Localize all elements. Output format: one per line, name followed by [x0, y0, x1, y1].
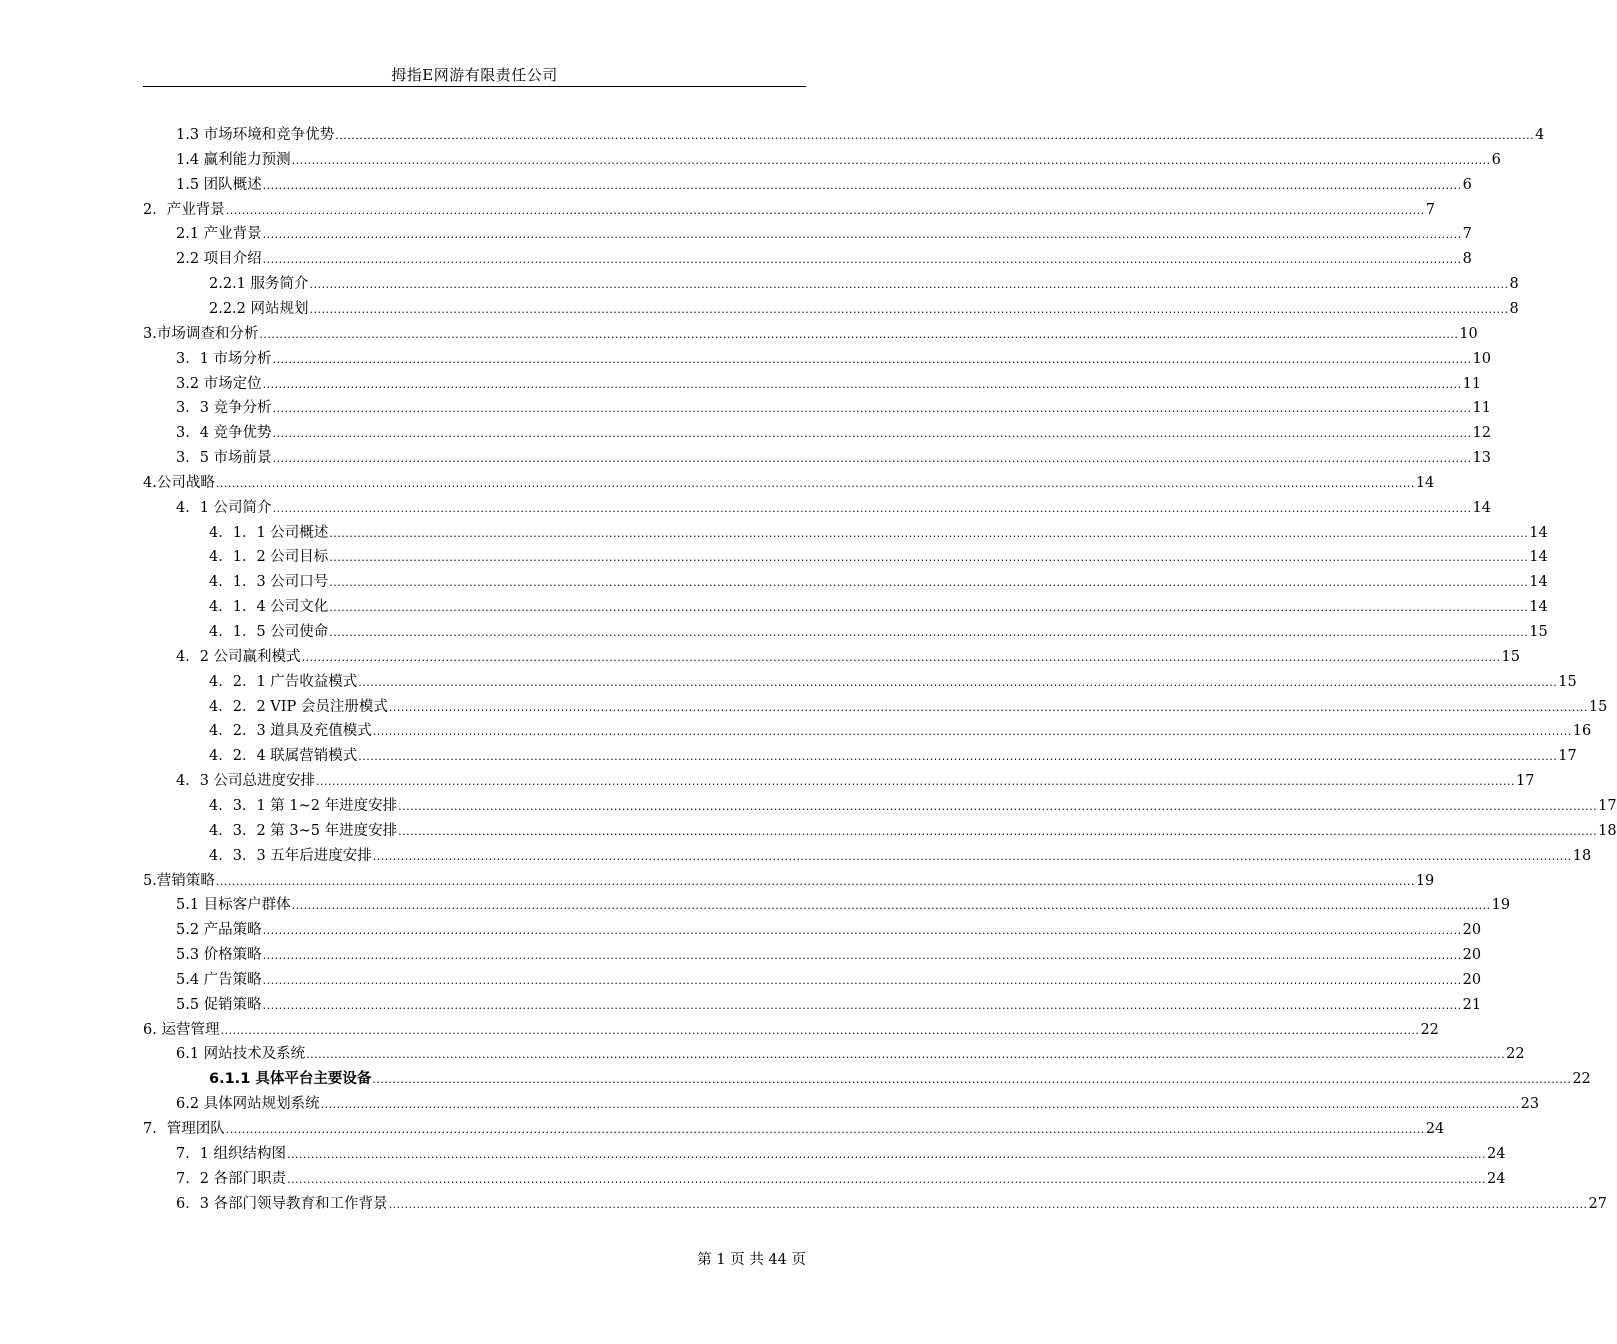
toc-entry[interactable] [143, 1020, 1439, 1040]
toc-entry[interactable] [176, 423, 1491, 443]
toc-entry[interactable] [209, 672, 1577, 692]
toc-entry-page-number: 10 [1472, 350, 1491, 367]
toc-entry-title: 4．2．1 广告收益模式 [209, 673, 358, 690]
toc-entry[interactable] [176, 1144, 1506, 1164]
toc-entry[interactable] [143, 871, 1435, 891]
toc-leader-dots: ............................................................................................................................................................................................................................................................................................................ [272, 402, 1472, 416]
toc-leader-dots: ............................................................................................................................................................................................................................................................................................................ [220, 1023, 1420, 1037]
toc-leader-dots: ............................................................................................................................................................................................................................................................................................................ [291, 899, 1491, 913]
toc-entry[interactable] [176, 150, 1501, 170]
toc-leader-dots: ............................................................................................................................................................................................................................................................................................................ [262, 178, 1462, 192]
toc-entry[interactable] [176, 647, 1520, 667]
toc-entry[interactable] [209, 622, 1548, 642]
toc-entry[interactable] [143, 200, 1435, 220]
toc-leader-dots: ............................................................................................................................................................................................................................................................................................................ [309, 302, 1509, 316]
toc-entry[interactable] [176, 125, 1545, 145]
toc-entry[interactable] [176, 398, 1491, 418]
toc-entry[interactable] [209, 796, 1617, 816]
toc-entry-page-number: 12 [1472, 425, 1491, 442]
toc-leader-dots: ............................................................................................................................................................................................................................................................................................................ [335, 129, 1535, 142]
toc-entry-title: 7．管理团队 [143, 1121, 225, 1137]
toc-entry-title: 4．3．2 第 3~5 年进度安排 [209, 822, 398, 839]
toc-leader-dots: ............................................................................................................................................................................................................................................................................................................ [272, 501, 1472, 515]
toc-entry[interactable] [209, 821, 1617, 841]
toc-entry-page-number: 24 [1487, 1170, 1506, 1187]
toc-leader-dots: ............................................................................................................................................................................................................................................................................................................ [329, 626, 1529, 639]
toc-entry-title: 5.2 产品策略 [176, 922, 262, 939]
toc-leader-dots: ............................................................................................................................................................................................................................................................................................................ [358, 675, 1558, 689]
toc-leader-dots: ............................................................................................................................................................................................................................................................................................................ [262, 924, 1462, 938]
toc-entry-page-number: 10 [1459, 325, 1478, 342]
toc-entry-title: 3．4 竞争优势 [176, 425, 272, 442]
toc-entry[interactable] [176, 920, 1482, 940]
toc-entry-title: 2.2.1 服务简介 [209, 276, 309, 293]
toc-entry-title: 6. 运营管理 [143, 1021, 220, 1038]
toc-leader-dots: ............................................................................................................................................................................................................................................................................................................ [262, 253, 1462, 267]
toc-entry[interactable] [209, 274, 1519, 294]
toc-entry-title: 6.2 具体网站规划系统 [176, 1096, 320, 1113]
toc-entry-title: 3.市场调查和分析 [143, 325, 259, 342]
toc-entry[interactable] [209, 721, 1592, 741]
toc-entry-page-number: 18 [1598, 822, 1617, 839]
toc-entry[interactable] [176, 995, 1482, 1015]
page-header-title: 拇指E网游有限责任公司 [391, 66, 558, 84]
toc-entry-page-number: 4 [1535, 127, 1545, 143]
toc-entry-page-number: 20 [1462, 971, 1482, 988]
toc-leader-dots: ............................................................................................................................................................................................................................................................................................................ [291, 153, 1491, 167]
toc-entry-title: 4．3 公司总进度安排 [176, 773, 316, 790]
toc-entry[interactable] [209, 746, 1577, 766]
toc-entry[interactable] [209, 1069, 1591, 1089]
toc-entry-page-number: 14 [1472, 499, 1491, 516]
toc-entry-page-number: 17 [1516, 773, 1535, 790]
toc-entry-title: 1.3 市场环境和竞争优势 [176, 127, 335, 143]
toc-entry[interactable] [176, 771, 1535, 791]
toc-entry-title: 2．产业背景 [143, 201, 225, 218]
toc-entry-page-number: 19 [1491, 897, 1511, 914]
toc-leader-dots: ............................................................................................................................................................................................................................................................................................................ [272, 352, 1472, 366]
toc-entry-title: 4．2．2 VIP 会员注册模式 [209, 698, 388, 715]
toc-leader-dots: ............................................................................................................................................................................................................................................................................................................ [306, 1048, 1506, 1062]
toc-entry-title: 7．2 各部门职责 [176, 1170, 287, 1187]
toc-entry-page-number: 14 [1529, 549, 1548, 566]
toc-entry-page-number: 16 [1572, 723, 1592, 740]
toc-entry-title: 6．3 各部门领导教育和工作背景 [176, 1195, 388, 1212]
toc-entry-title: 5.1 目标客户群体 [176, 897, 291, 914]
toc-entry-title: 3．3 竞争分析 [176, 400, 272, 417]
toc-entry-title: 4.公司战略 [143, 474, 215, 491]
toc-entry-page-number: 24 [1487, 1145, 1506, 1162]
toc-entry-title: 1.4 赢利能力预测 [176, 151, 291, 168]
toc-entry-page-number: 15 [1529, 624, 1548, 640]
toc-entry-page-number: 8 [1509, 276, 1519, 293]
header-divider [143, 86, 806, 87]
toc-entry[interactable] [143, 473, 1435, 493]
toc-leader-dots: ............................................................................................................................................................................................................................................................................................................ [262, 377, 1462, 391]
toc-entry-page-number: 14 [1529, 524, 1548, 541]
toc-entry-page-number: 18 [1572, 847, 1592, 864]
toc-entry-title: 2.1 产业背景 [176, 226, 262, 243]
toc-entry-title: 3.2 市场定位 [176, 375, 262, 392]
toc-entry[interactable] [176, 945, 1482, 965]
toc-leader-dots: ............................................................................................................................................................................................................................................................................................................ [329, 576, 1529, 590]
toc-entry[interactable] [176, 224, 1472, 244]
toc-entry[interactable] [176, 374, 1482, 394]
toc-leader-dots: ............................................................................................................................................................................................................................................................................................................ [215, 476, 1415, 490]
toc-entry-page-number: 8 [1462, 251, 1472, 268]
toc-entry[interactable] [209, 846, 1592, 866]
toc-leader-dots: ............................................................................................................................................................................................................................................................................................................ [225, 1123, 1425, 1136]
toc-entry-title: 7．1 组织结构图 [176, 1145, 287, 1162]
toc-leader-dots: ............................................................................................................................................................................................................................................................................................................ [398, 799, 1598, 813]
toc-entry-title: 2.2 项目介绍 [176, 251, 262, 268]
toc-entry-title: 6.1.1 具体平台主要设备 [209, 1071, 372, 1088]
toc-entry-page-number: 24 [1425, 1121, 1445, 1137]
toc-entry[interactable] [209, 547, 1548, 567]
toc-leader-dots: ............................................................................................................................................................................................................................................................................................................ [215, 874, 1415, 888]
toc-entry-page-number: 11 [1462, 375, 1482, 392]
toc-leader-dots: ............................................................................................................................................................................................................................................................................................................ [388, 1197, 1588, 1211]
toc-entry-page-number: 22 [1420, 1021, 1439, 1038]
toc-leader-dots: ............................................................................................................................................................................................................................................................................................................ [262, 973, 1462, 987]
toc-entry-page-number: 15 [1588, 698, 1608, 715]
toc-entry-page-number: 22 [1506, 1046, 1525, 1063]
toc-entry-title: 5.3 价格策略 [176, 947, 262, 964]
toc-entry-page-number: 22 [1572, 1071, 1591, 1088]
toc-entry-title: 6.1 网站技术及系统 [176, 1046, 306, 1063]
toc-entry[interactable] [209, 299, 1519, 319]
toc-leader-dots: ............................................................................................................................................................................................................................................................................................................ [262, 949, 1462, 963]
toc-entry-title: 4．1 公司简介 [176, 499, 272, 516]
toc-entry[interactable] [143, 1119, 1445, 1139]
toc-entry-page-number: 23 [1520, 1096, 1540, 1113]
toc-entry-page-number: 17 [1598, 797, 1617, 814]
toc-entry-page-number: 8 [1509, 300, 1519, 317]
toc-entry-title: 4．2．4 联属营销模式 [209, 748, 358, 765]
toc-leader-dots: ............................................................................................................................................................................................................................................................................................................ [259, 327, 1459, 341]
toc-entry-page-number: 7 [1462, 226, 1472, 243]
toc-leader-dots: ............................................................................................................................................................................................................................................................................................................ [301, 650, 1501, 664]
toc-entry-page-number: 19 [1415, 872, 1435, 889]
toc-entry-title: 3．5 市场前景 [176, 450, 272, 467]
toc-entry-page-number: 14 [1415, 474, 1435, 491]
toc-entry-title: 4．3．1 第 1~2 年进度安排 [209, 797, 398, 814]
toc-entry-page-number: 27 [1588, 1195, 1607, 1212]
toc-leader-dots: ............................................................................................................................................................................................................................................................................................................ [272, 427, 1472, 441]
toc-entry[interactable] [176, 970, 1482, 990]
toc-leader-dots: ............................................................................................................................................................................................................................................................................................................ [329, 526, 1529, 540]
toc-entry-title: 4．2 公司赢利模式 [176, 648, 301, 665]
toc-entry[interactable] [176, 1044, 1525, 1064]
toc-leader-dots: ............................................................................................................................................................................................................................................................................................................ [287, 1172, 1487, 1186]
toc-entry-title: 4．1．3 公司口号 [209, 574, 329, 591]
toc-leader-dots: ............................................................................................................................................................................................................................................................................................................ [398, 824, 1598, 838]
toc-entry[interactable] [209, 572, 1548, 592]
toc-entry-title: 5.4 广告策略 [176, 971, 262, 988]
toc-leader-dots: ............................................................................................................................................................................................................................................................................................................ [329, 601, 1529, 615]
toc-leader-dots: ............................................................................................................................................................................................................................................................................................................ [287, 1147, 1487, 1161]
toc-entry-page-number: 11 [1472, 400, 1491, 417]
toc-leader-dots: ............................................................................................................................................................................................................................................................................................................ [358, 750, 1558, 764]
toc-entry[interactable] [143, 324, 1478, 344]
toc-leader-dots: ............................................................................................................................................................................................................................................................................................................ [309, 278, 1509, 292]
toc-leader-dots: ............................................................................................................................................................................................................................................................................................................ [316, 775, 1516, 789]
toc-entry-title: 4．1．5 公司使命 [209, 624, 329, 640]
toc-entry[interactable] [176, 498, 1491, 518]
toc-entry[interactable] [176, 1194, 1607, 1214]
toc-leader-dots: ............................................................................................................................................................................................................................................................................................................ [372, 849, 1572, 863]
toc-entry-title: 4．3．3 五年后进度安排 [209, 847, 372, 864]
toc-entry-page-number: 14 [1529, 574, 1548, 591]
toc-entry-page-number: 7 [1425, 201, 1435, 218]
toc-entry[interactable] [209, 697, 1608, 717]
toc-entry-page-number: 6 [1491, 151, 1501, 168]
toc-entry-page-number: 6 [1462, 176, 1472, 193]
toc-entry-title: 4．1．2 公司目标 [209, 549, 329, 566]
toc-entry[interactable] [176, 1094, 1540, 1114]
toc-leader-dots: ............................................................................................................................................................................................................................................................................................................ [388, 700, 1588, 714]
toc-entry[interactable] [176, 175, 1472, 195]
toc-entry[interactable] [176, 249, 1472, 269]
toc-entry-page-number: 15 [1558, 673, 1577, 690]
toc-entry-title: 4．1．1 公司概述 [209, 524, 329, 541]
toc-leader-dots: ............................................................................................................................................................................................................................................................................................................ [262, 998, 1462, 1012]
toc-entry[interactable] [209, 597, 1548, 617]
toc-entry-title: 4．1．4 公司文化 [209, 599, 329, 616]
toc-entry-page-number: 15 [1501, 648, 1520, 665]
toc-entry[interactable] [176, 349, 1491, 369]
toc-entry-title: 1.5 团队概述 [176, 176, 262, 193]
toc-entry[interactable] [209, 523, 1548, 543]
toc-entry-title: 2.2.2 网站规划 [209, 300, 309, 317]
toc-leader-dots: ............................................................................................................................................................................................................................................................................................................ [372, 1073, 1572, 1087]
toc-entry[interactable] [176, 895, 1511, 915]
toc-entry-title: 5.营销策略 [143, 872, 215, 889]
toc-leader-dots: ............................................................................................................................................................................................................................................................................................................ [262, 228, 1462, 242]
toc-entry-title: 5.5 促销策略 [176, 996, 262, 1013]
toc-leader-dots: ............................................................................................................................................................................................................................................................................................................ [329, 551, 1529, 565]
toc-entry-page-number: 20 [1462, 922, 1482, 939]
page-footer: 第 1 页 共 44 页 [697, 1252, 806, 1268]
toc-leader-dots: ............................................................................................................................................................................................................................................................................................................ [372, 725, 1572, 739]
toc-entry-page-number: 17 [1558, 748, 1577, 765]
toc-leader-dots: ............................................................................................................................................................................................................................................................................................................ [225, 203, 1425, 217]
toc-entry-page-number: 13 [1472, 450, 1491, 467]
toc-entry[interactable] [176, 1169, 1506, 1189]
toc-entry-title: 3．1 市场分析 [176, 350, 272, 367]
toc-leader-dots: ............................................................................................................................................................................................................................................................................................................ [272, 452, 1472, 466]
toc-leader-dots: ............................................................................................................................................................................................................................................................................................................ [320, 1098, 1520, 1112]
toc-entry-title: 4．2．3 道具及充值模式 [209, 723, 372, 740]
toc-entry-page-number: 21 [1462, 996, 1482, 1013]
toc-entry-page-number: 20 [1462, 947, 1482, 964]
toc-entry-page-number: 14 [1529, 599, 1548, 616]
toc-entry[interactable] [176, 448, 1491, 468]
